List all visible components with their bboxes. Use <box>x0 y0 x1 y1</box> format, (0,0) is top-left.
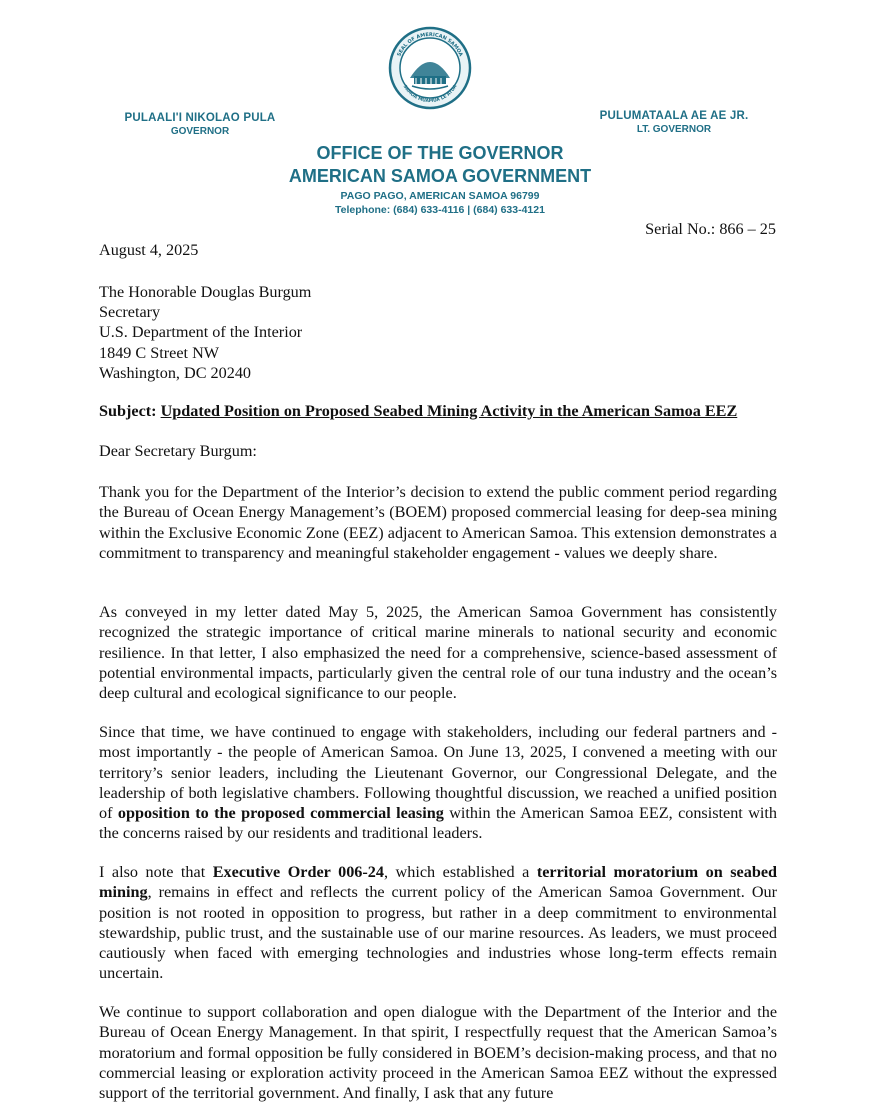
paragraph-2: As conveyed in my letter dated May 5, 2025, the American Samoa Government has consistently recognized the strategic importance of critical marine minerals to national security and economic resilience. In that letter, I also emphasized the need for a comprehensive, science-based assessment of potential environmental impacts, particularly given the central role of our tuna industry and the ocean’s deep cultural and ecological significance to our people. <box>99 603 777 703</box>
office-title: OFFICE OF THE GOVERNOR <box>316 143 564 163</box>
paragraph-4-text-mid: , which established a <box>383 863 537 881</box>
recipient-address <box>99 282 311 383</box>
serial-number: Serial No.: 866 – 25 <box>645 220 776 238</box>
executive-order-bold: Executive Order 006-24 <box>212 863 384 881</box>
subject-label: Subject: <box>99 402 157 420</box>
government-title: AMERICAN SAMOA GOVERNMENT <box>288 166 592 186</box>
recipient-line: U.S. Department of the Interior <box>99 323 303 342</box>
paragraph-1: Thank you for the Department of the Interior’s decision to extend the public comment period regarding the Bureau of Ocean Energy Management’s (BOEM) proposed commercial leasing for deep-sea mining within the Exclusive Economic Zone (EEZ) adjacent to American Samoa. This extension demonstrates a commitment to transparency and meaningful stakeholder engagement - values we deeply share. <box>99 483 777 562</box>
letter-date: August 4, 2025 <box>99 241 199 259</box>
paragraph-4 <box>99 862 777 984</box>
office-address: PAGO PAGO, AMERICAN SAMOA 96799 <box>340 190 540 202</box>
paragraph-4-text-end: , remains in effect and reflects the current policy of the American Samoa Government. Our position is not rooted in opposition to progress, but rather in a deep commitment to environmental stewardship, public trust, and the sustainable use of our marine resources. As leaders, we must proceed cautiously when faced with emerging technologies and industries whose long-term effects remain uncertain. <box>99 883 777 983</box>
recipient-line: Secretary <box>99 303 161 322</box>
governor-name: PULAALI'I NIKOLAO PULA <box>124 112 276 124</box>
subject-line <box>99 402 779 421</box>
recipient-line: 1849 C Street NW <box>99 343 220 362</box>
paragraph-4-text: I also note that <box>99 863 213 881</box>
paragraph-5: We continue to support collaboration and open dialogue with the Department of the Interior and the Bureau of Ocean Energy Management. In that spirit, I respectfully request that the American Samoa’s moratorium and formal opposition be fully considered in BOEM’s decision-making process, and that no commercial leasing or exploration activity proceed in the American Samoa EEZ without the expressed support of the territorial government. And finally, I ask that any future <box>99 1003 777 1103</box>
paragraph-3-text: Since that time, we have continued to engage with stakeholders, including our federal partners and - most importantly - the people of American Samoa. On June 13, 2025, I convened a meeting with our territory’s senior leaders, including the Lieutenant Governor, our Congressional Delegate, and the leadership of both legislative chambers. Following thoughtful discussion, we reached a unified position of <box>99 723 777 823</box>
salutation: Dear Secretary Burgum: <box>99 442 257 460</box>
moratorium-bold: territorial moratorium on seabed mining <box>99 863 778 902</box>
subject-text: Updated Position on Proposed Seabed Mining Activity in the American Samoa EEZ <box>160 402 738 420</box>
governor-block <box>100 112 300 137</box>
seal-ring-top: SEAL OF AMERICAN SAMOA <box>396 31 464 58</box>
recipient-line: The Honorable Douglas Burgum <box>99 283 312 301</box>
lt-governor-title: LT. GOVERNOR <box>636 124 712 135</box>
paragraph-3 <box>99 722 777 844</box>
american-samoa-seal-icon <box>388 26 472 110</box>
office-telephone: Telephone: (684) 633-4116 | (684) 633-4121 <box>335 204 545 216</box>
paragraph-3-bold: opposition to the proposed commercial leasing <box>117 804 444 823</box>
seal-ring-bottom: SAMOA MUAMUA LE ATUA <box>401 84 459 105</box>
governor-title: GOVERNOR <box>170 126 230 137</box>
recipient-line: Washington, DC 20240 <box>99 363 252 382</box>
paragraph-3-text-end: within the American Samoa EEZ, consistent with the concerns raised by our residents and traditional leaders. <box>99 804 777 843</box>
lt-governor-block <box>574 110 774 135</box>
lt-governor-name: PULUMATAALA AE AE JR. <box>599 110 749 122</box>
letterhead <box>240 142 640 217</box>
